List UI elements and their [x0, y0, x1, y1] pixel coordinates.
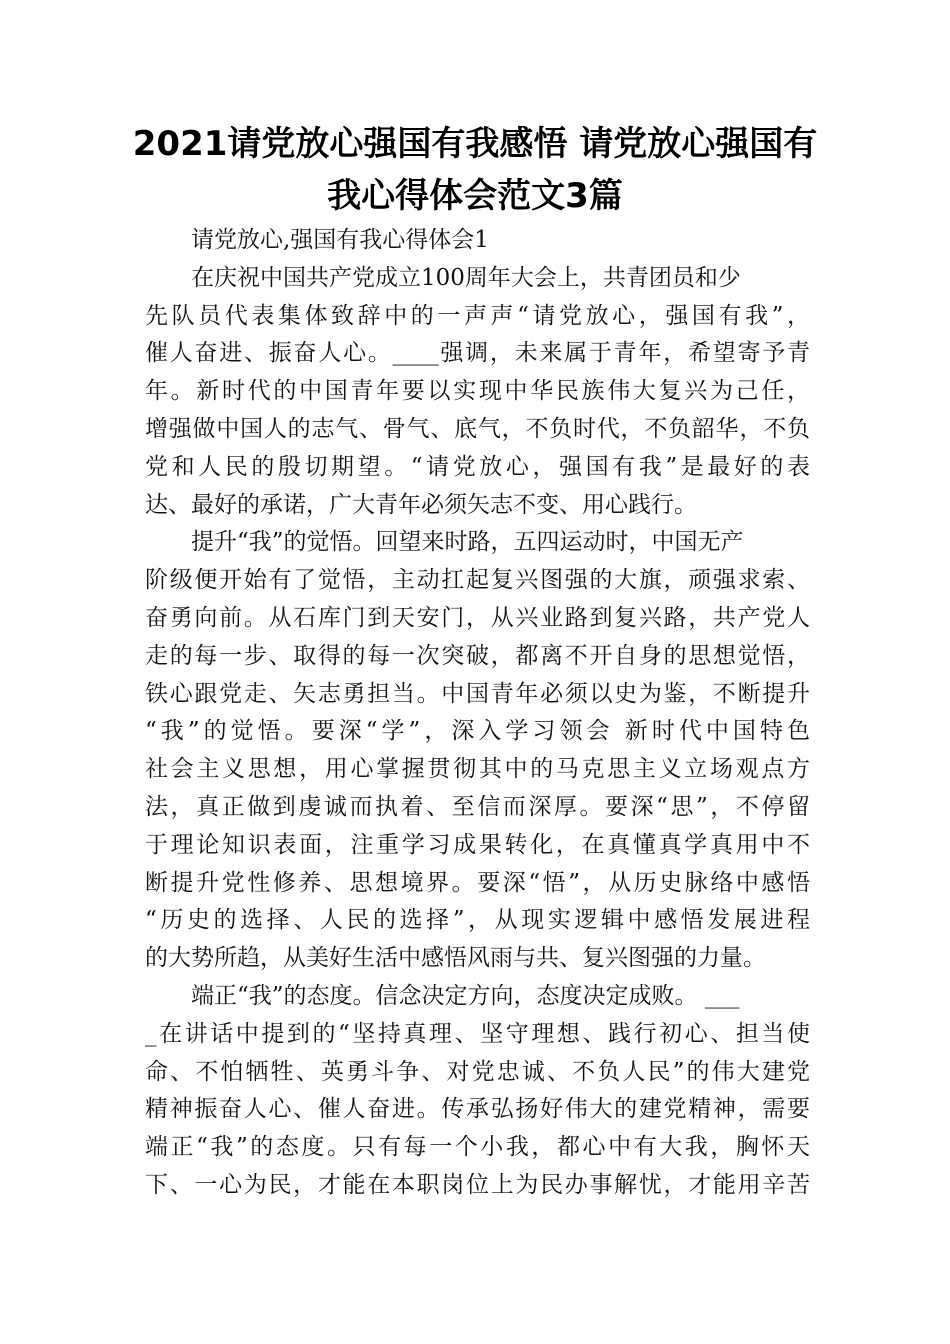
paragraph-line: 提升“我”的觉悟。回望来时路，五四运动时，中国无产	[191, 529, 744, 556]
paragraph-line: “我”的觉悟。要深“学”，深入学习领会 新时代中国特色	[145, 718, 810, 745]
paragraph-line: _在讲话中提到的“坚持真理、坚守理想、践行初心、担当使	[145, 1020, 810, 1047]
paragraph-line: 端正“我”的态度。信念决定方向，态度决定成败。 ___	[191, 982, 740, 1009]
paragraph-line: 先队员代表集体致辞中的一声声“请党放心，强国有我”，	[145, 302, 810, 329]
paragraph-line: 断提升党性修养、思想境界。要深“悟”，从历史脉络中感悟	[145, 869, 810, 896]
paragraph-3	[145, 978, 810, 1205]
document-body	[145, 222, 810, 1205]
paragraph-line: 催人奋进、振奋人心。____强调，未来属于青年，希望寄予青	[145, 340, 810, 367]
paragraph-line: 精神振奋人心、催人奋进。传承弘扬好伟大的建党精神，需要	[145, 1096, 810, 1123]
paragraph-line: 在庆祝中国共产党成立100周年大会上，共青团员和少	[191, 264, 741, 291]
paragraph-1	[145, 260, 810, 525]
paragraph-line: 社会主义思想，用心掌握贯彻其中的马克思主义立场观点方	[145, 756, 810, 783]
document-title	[120, 118, 830, 222]
paragraph-2	[145, 524, 810, 978]
paragraph-line: 于理论知识表面，注重学习成果转化，在真懂真学真用中不	[145, 831, 810, 858]
paragraph-line: 奋勇向前。从石库门到天安门，从兴业路到复兴路，共产党人	[145, 604, 810, 631]
title-line-2: 我心得体会范文3篇	[327, 176, 623, 216]
paragraph-line: 铁心跟党走、矢志勇担当。中国青年必须以史为鉴，不断提升	[145, 680, 810, 707]
paragraph-line: 法，真正做到虔诚而执着、至信而深厚。要深“思”，不停留	[145, 793, 810, 820]
paragraph-line: 年。新时代的中国青年要以实现中华民族伟大复兴为己任，	[145, 378, 810, 405]
paragraph-line: 命、不怕牺牲、英勇斗争、对党忠诚、不负人民”的伟大建党	[145, 1058, 810, 1085]
paragraph-line: 的大势所趋，从美好生活中感悟风雨与共、复兴图强的力量。	[145, 945, 766, 972]
paragraph-line: 增强做中国人的志气、骨气、底气，不负时代，不负韶华，不负	[145, 415, 810, 442]
paragraph-line: 党和人民的殷切期望。“请党放心，强国有我”是最好的表	[145, 453, 810, 480]
title-line-1: 2021请党放心强国有我感悟 请党放心强国有	[132, 124, 818, 164]
paragraph-line: 下、一心为民，才能在本职岗位上为民办事解忧，才能用辛苦	[145, 1171, 810, 1198]
paragraph-line: 达、最好的承诺，广大青年必须矢志不变、用心践行。	[145, 491, 697, 518]
paragraph-line: 端正“我”的态度。只有每一个小我，都心中有大我，胸怀天	[145, 1134, 810, 1161]
paragraph-line: 走的每一步、取得的每一次突破，都离不开自身的思想觉悟，	[145, 642, 810, 669]
subheading: 请党放心,强国有我心得体会1	[191, 227, 489, 253]
paragraph-line: “历史的选择、人民的选择”，从现实逻辑中感悟发展进程	[145, 907, 810, 934]
paragraph-line: 阶级便开始有了觉悟，主动扛起复兴图强的大旗，顽强求索、	[145, 567, 810, 594]
